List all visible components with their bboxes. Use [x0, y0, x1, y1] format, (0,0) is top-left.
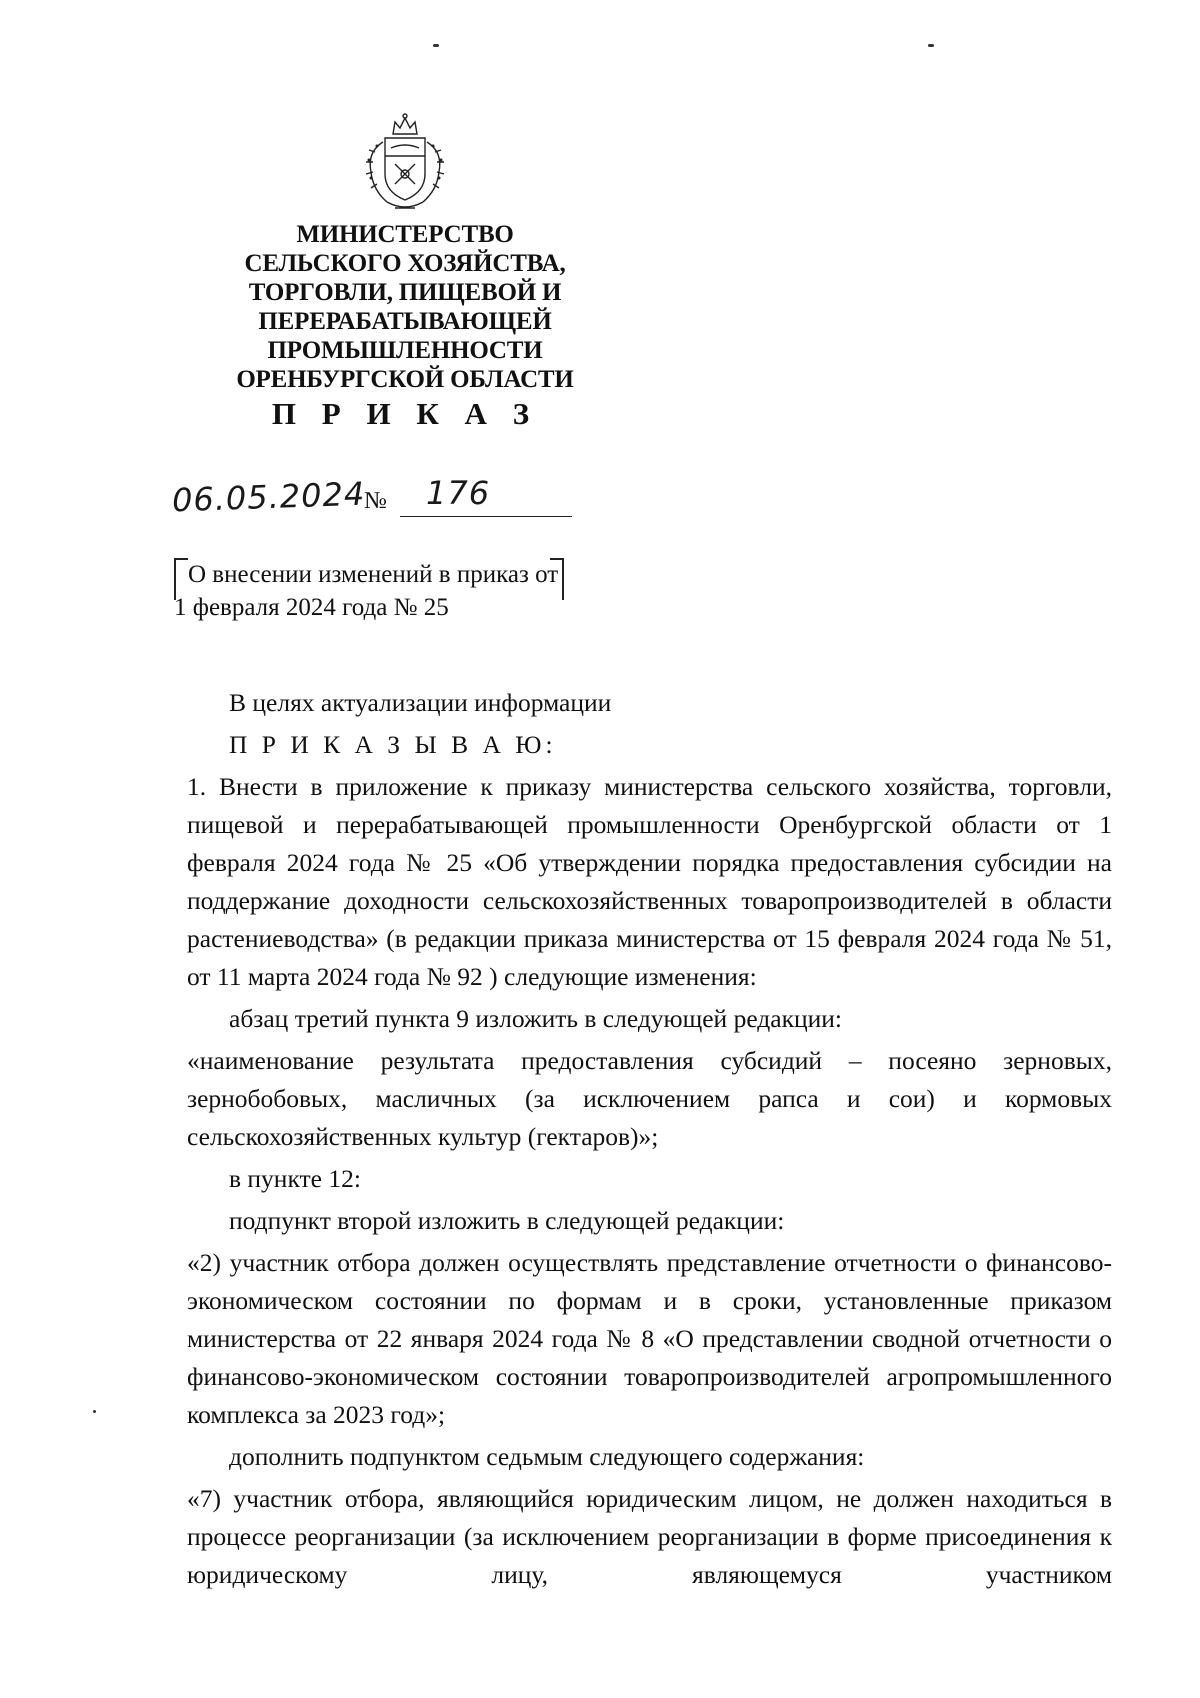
ministry-name-line: ОРЕНБУРГСКОЙ ОБЛАСТИ [236, 366, 574, 393]
number-sign: № [364, 488, 387, 514]
subject-bracket-right [550, 558, 564, 600]
handwritten-date: 06.05.2024 [171, 474, 366, 520]
subject-line: О внесении изменений в приказ от [188, 561, 559, 588]
paragraph-4: в пункте 12: [229, 1164, 361, 1193]
preamble: В целях актуализации информации [229, 688, 612, 717]
paragraph-7: дополнить подпунктом седьмым следующего содержания: [229, 1442, 865, 1471]
date-number-line [168, 474, 578, 522]
document-subject [174, 558, 604, 624]
ministry-name-line: МИНИСТЕРСТВО [296, 221, 514, 248]
scan-speck [928, 44, 934, 47]
scan-speck [433, 44, 439, 47]
handwritten-number: 176 [426, 474, 491, 512]
paragraph-6: «2) участник отбора должен осуществлять представление отчетности о финансово-экономическом состоянии по формам и в сроки, установленные приказом министерства от 22 января 2024 года № 8 «О представлении сводной отчетности о финансово-экономическом состоянии товаропроизводителей агропромышленного комплекса за 2023 год»; [187, 1248, 1112, 1429]
paragraph-1: 1. Внести в приложение к приказу министерства сельского хозяйства, торговли, пищевой и перерабатывающей промышленности Оренбургской области от 1 февраля 2024 года № 25 «Об утверждении порядка предоставления субсидии на поддержание доходности сельскохозяйственных товаропроизводителей в области растениеводства» (в редакции приказа министерства от 15 февраля 2024 года № 51, от 11 марта 2024 года № 92 ) следующие изменения: [187, 772, 1112, 991]
ministry-name-line: ПЕРЕРАБАТЫВАЮЩЕЙ [258, 308, 552, 335]
document-body [187, 684, 1112, 1598]
ministry-name-line: СЕЛЬСКОГО ХОЗЯЙСТВА, [244, 250, 566, 277]
orenburg-coat-of-arms-icon [355, 112, 455, 218]
ministry-name-line: ТОРГОВЛИ, ПИЩЕВОЙ И [248, 279, 562, 306]
paragraph-5: подпункт второй изложить в следующей редакции: [229, 1206, 785, 1235]
number-underline [400, 516, 572, 517]
paragraph-3: «наименование результата предоставления субсидий – посеяно зерновых, зернобобовых, масличных (за исключением рапса и сои) и кормовых сельскохозяйственных культур (гектаров)»; [187, 1046, 1112, 1151]
subject-line: 1 февраля 2024 года № 25 [174, 594, 449, 621]
scan-speck [93, 1410, 96, 1413]
ministry-name [200, 220, 610, 394]
ministry-name-line: ПРОМЫШЛЕННОСТИ [267, 337, 543, 364]
document-type-title: П Р И К А З [271, 396, 539, 431]
subject-bracket-left [174, 558, 188, 600]
paragraph-8: «7) участник отбора, являющийся юридическим лицом, не должен находиться в процессе реорганизации (за исключением реорганизации в форме присоединения к юридическому лицу, являющемуся участником [187, 1484, 1112, 1589]
paragraph-2: абзац третий пункта 9 изложить в следующей редакции: [229, 1004, 843, 1033]
order-word: П Р И К А З Ы В А Ю: [229, 730, 557, 759]
